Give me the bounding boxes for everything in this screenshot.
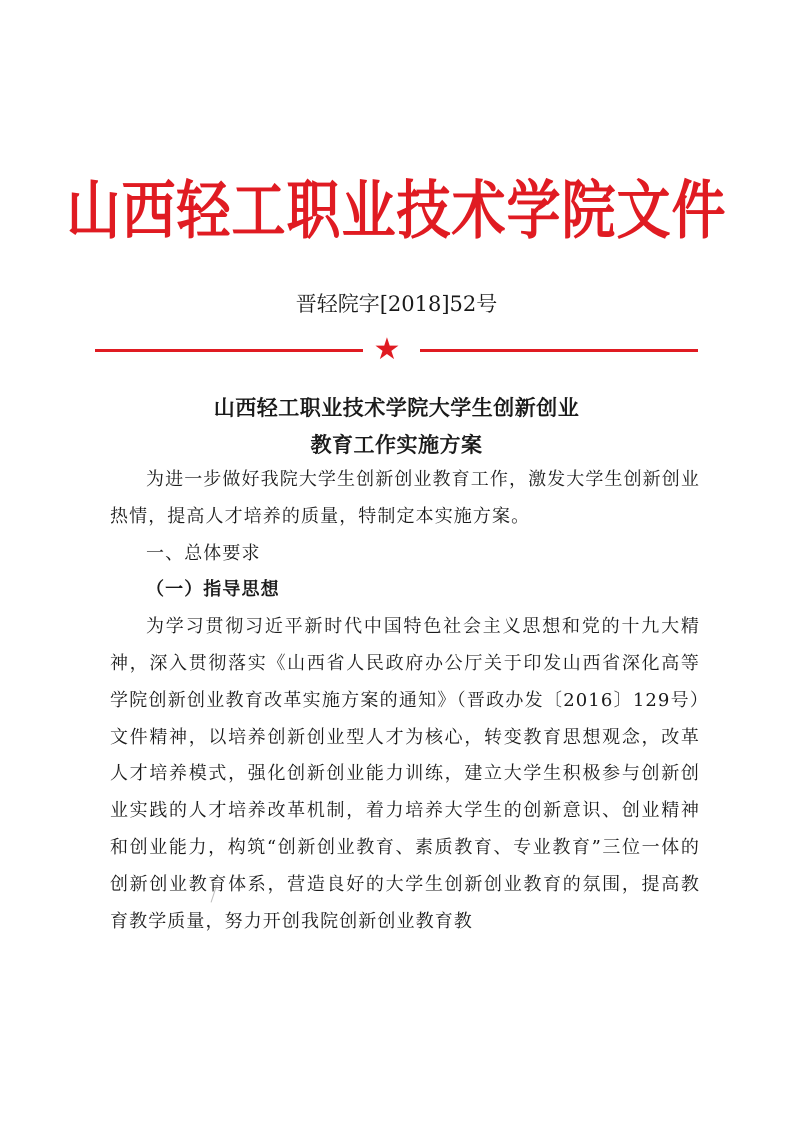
red-divider	[95, 332, 698, 367]
divider-line-right	[420, 349, 698, 352]
section-heading: 一、总体要求	[146, 542, 261, 564]
subsection-heading: （一）指导思想	[146, 579, 280, 601]
divider-line-left	[95, 349, 363, 352]
red-star-icon: ★	[373, 332, 401, 367]
document-title-line2: 教育工作实施方案	[310, 433, 483, 457]
document-body	[110, 462, 700, 940]
document-number: 晋轻院字[2018]52号	[295, 292, 498, 316]
guiding-thought-paragraph: 为学习贯彻习近平新时代中国特色社会主义思想和党的十九大精神，深入贯彻落实《山西省人民政府办公厅关于印发山西省深化高等学院创新创业教育改革实施方案的通知》（晋政办发〔2016〕129号）文件精神，以培养创新创业型人才为核心，转变教育思想观念，改革人才培养模式，强化创新创业能力训练，建立大学生积极参与创新创业实践的人才培养改革机制，着力培养大学生的创新意识、创业精神和创业能力，构筑“创新创业教育、素质教育、专业教育”三位一体的创新创业教育体系，营造良好的大学生创新创业教育的氛围，提高教育教学质量，努力开创我院创新创业教育教	[110, 616, 700, 932]
intro-paragraph: 为进一步做好我院大学生创新创业教育工作，激发大学生创新创业热情，提高人才培养的质量，特制定本实施方案。	[110, 469, 700, 527]
institution-masthead: 山西轻工职业技术学院文件	[66, 172, 727, 248]
document-title-line1: 山西轻工职业技术学院大学生创新创业	[213, 396, 580, 420]
